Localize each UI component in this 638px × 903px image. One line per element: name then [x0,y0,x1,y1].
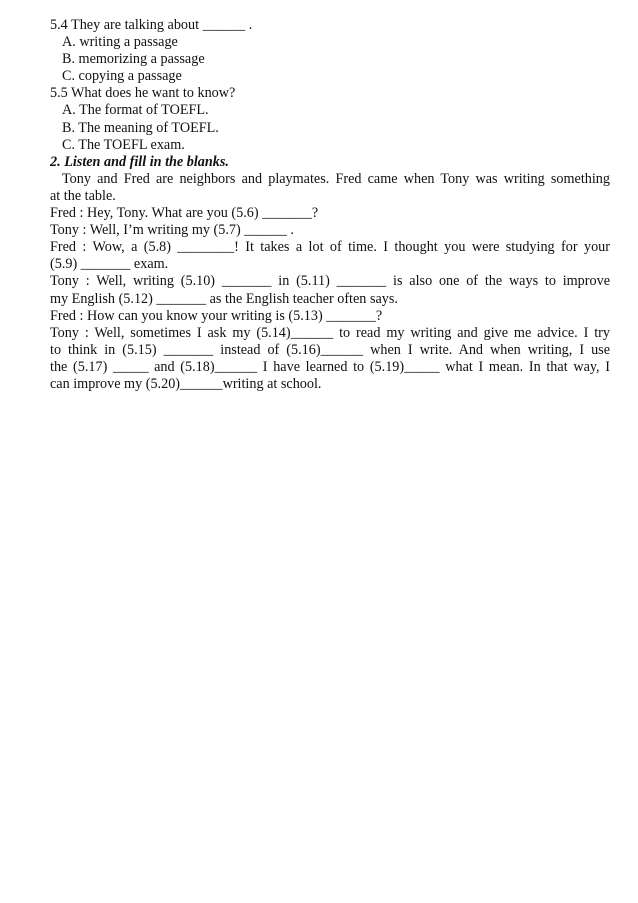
question-5-4-option-a: A. writing a passage [62,34,178,51]
question-5-5-option-c: C. The TOEFL exam. [62,136,185,153]
worksheet-page [50,17,610,393]
section-2-heading: 2. Listen and fill in the blanks. [50,153,229,170]
dialogue-line-tony-2b: my English (5.12) _______ as the English teacher often says. [50,290,398,307]
dialogue-line-tony-2a: Tony : Well, writing (5.10) _______ in (5.11) _______ is also one of the ways to improve [50,273,610,290]
dialogue-line-tony-3b: to think in (5.15) _______ instead of (5.16)______ when I write. And when writing, I use [50,341,610,358]
question-5-5-option-a: A. The format of TOEFL. [62,102,209,119]
dialogue-line-fred-3: Fred : How can you know your writing is (5.13) _______? [50,307,383,324]
dialogue-line-fred-1: Fred : Hey, Tony. What are you (5.6) _______? [50,205,319,222]
question-5-4-option-b: B. memorizing a passage [62,51,205,68]
dialogue-line-tony-3a: Tony : Well, sometimes I ask my (5.14)______ to read my writing and give me advice. I try [50,324,610,341]
dialogue-line-tony-3d: can improve my (5.20)______writing at school. [50,375,322,392]
section-2-intro-line-2: at the table. [50,187,116,204]
dialogue-line-tony-1: Tony : Well, I’m writing my (5.7) ______ . [50,222,294,239]
dialogue-line-tony-3c: the (5.17) _____ and (5.18)______ I have learned to (5.19)_____ what I mean. In that way, I [50,358,610,375]
section-2-intro-line-1: Tony and Fred are neighbors and playmates. Fred came when Tony was writing something [62,170,610,187]
question-5-5-option-b: B. The meaning of TOEFL. [62,119,219,136]
dialogue-line-fred-2b: (5.9) _______ exam. [50,256,169,273]
question-5-4-option-c: C. copying a passage [62,68,182,85]
dialogue-line-fred-2a: Fred : Wow, a (5.8) ________! It takes a lot of time. I thought you were studying for your [50,239,610,256]
question-5-4-stem: 5.4 They are talking about ______ . [50,17,253,33]
question-5-5-stem: 5.5 What does he want to know? [50,85,236,102]
